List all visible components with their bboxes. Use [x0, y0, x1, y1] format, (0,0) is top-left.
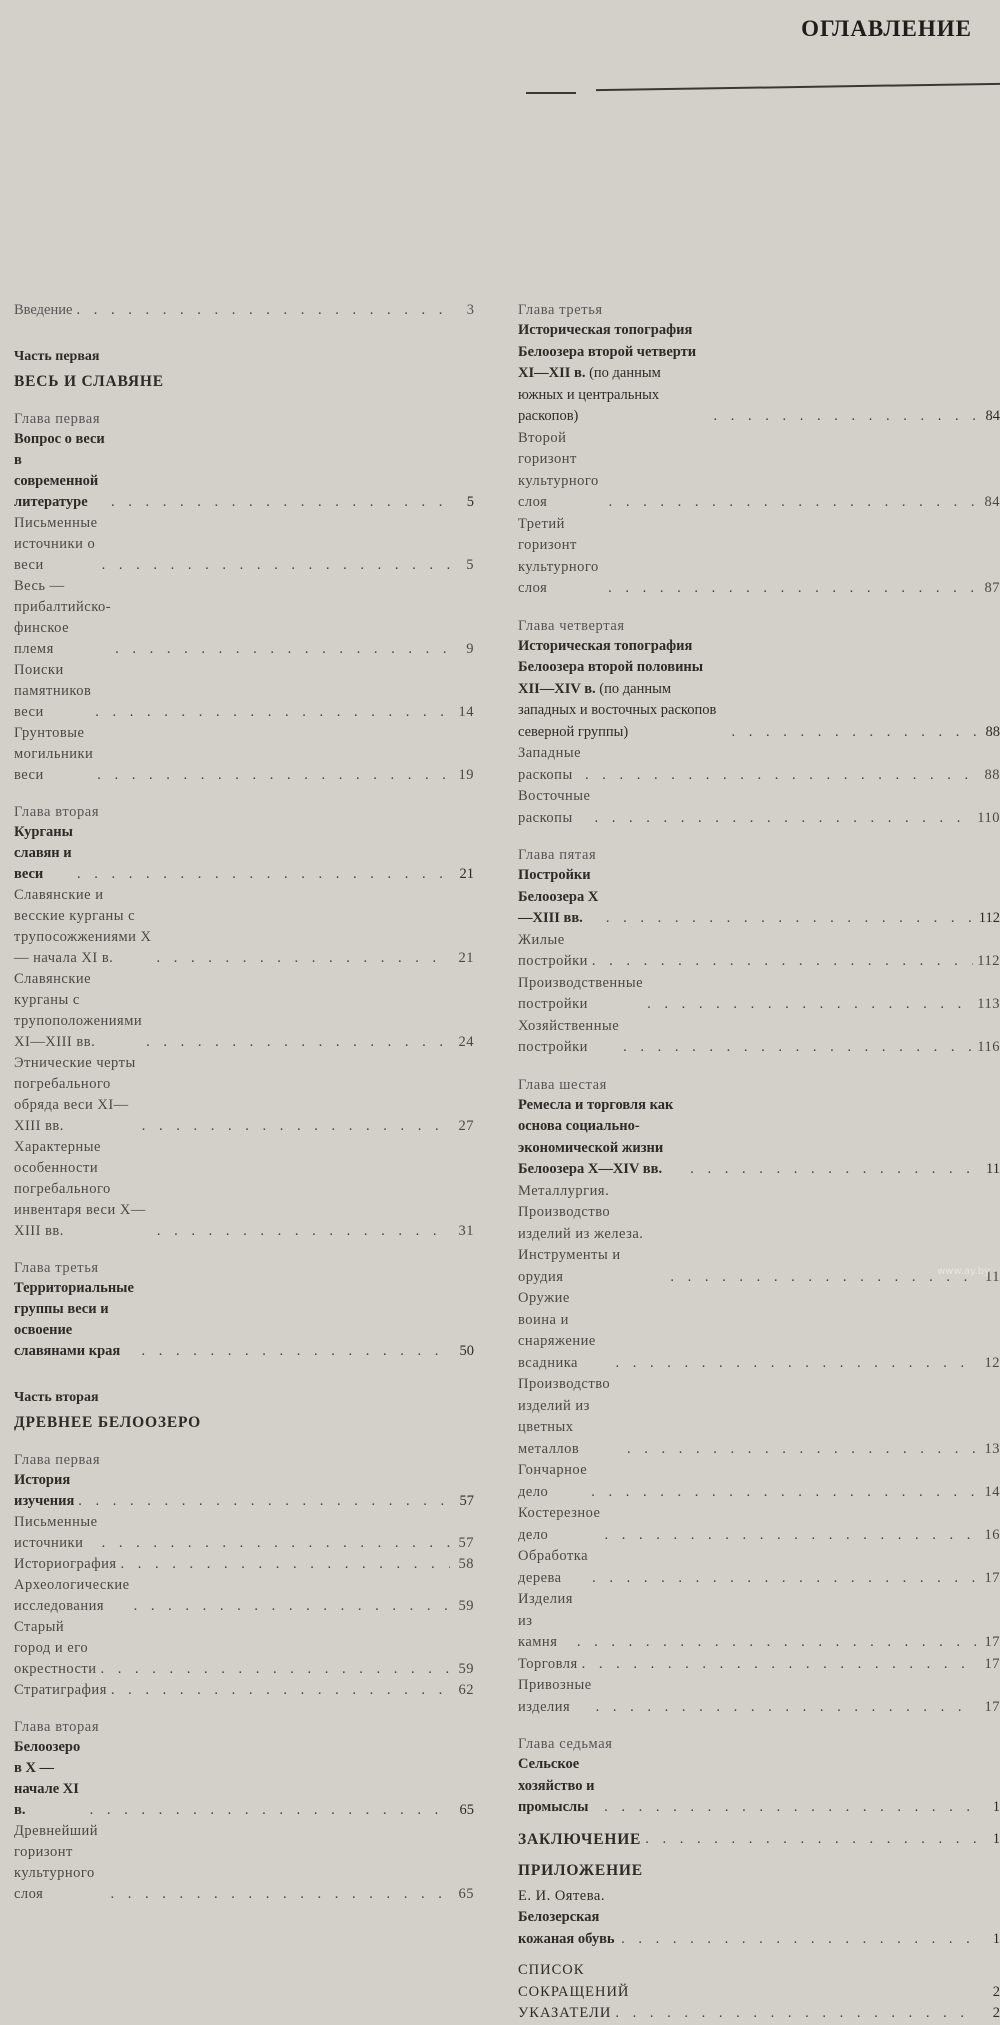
- chapter-label: Глава седьмая: [518, 1736, 613, 1752]
- chapter-title-entry[interactable]: Ремесла и торговля как основа социально-экономической жизни Белоозера X—XIV вв. . . . 11: [518, 1095, 1000, 1181]
- toc-subentry[interactable]: Гончарное дело . . . 14: [518, 1460, 1000, 1503]
- toc-entry-appendix-article[interactable]: Е. И. Оятева. Белозерская кожаная обувь . . . 1: [518, 1886, 1000, 1951]
- chapter-label: Глава третья: [518, 302, 603, 318]
- toc-subentry[interactable]: Оружие воина и снаряжение всадника . . . 12: [518, 1288, 1000, 1374]
- chapter-title-entry[interactable]: Курганы славян и веси . . . 21: [14, 822, 474, 885]
- toc-subentry[interactable]: Этнические черты погребального обряда веси XI—XIII вв. . . . 27: [14, 1053, 474, 1137]
- toc-entry-intro[interactable]: Введение . . . 3: [14, 300, 474, 321]
- toc-subentry[interactable]: Хозяйственные постройки . . . 116: [518, 1016, 1000, 1059]
- chapter-label: Глава первая: [14, 1452, 101, 1468]
- chapter-title-entry[interactable]: Территориальные группы веси и освоение славянами края . . . 50: [14, 1278, 474, 1362]
- toc-subentry[interactable]: Второй горизонт культурного слоя . . . 84: [518, 428, 1000, 514]
- chapter-label: Глава шестая: [518, 1076, 607, 1093]
- chapter-label: Глава первая: [14, 411, 101, 427]
- toc-entry-conclusion[interactable]: ЗАКЛЮЧЕНИЕ . . . 1: [518, 1829, 1000, 1851]
- part-label: Часть первая: [14, 349, 100, 364]
- chapter-title-entry[interactable]: Историческая топография Белоозера второй четверти XI—XII в. (по данным южных и центральных раскопов) . . . 84: [518, 320, 1000, 428]
- toc-subentry[interactable]: Стратиграфия . . . 62: [14, 1680, 474, 1701]
- watermark: www.ay.by: [937, 1266, 990, 1277]
- chapter-title-entry[interactable]: Сельское хозяйство и промыслы . . . 1: [518, 1754, 1000, 1819]
- chapter-title-entry[interactable]: Постройки Белоозера X—XIII вв. . . . 112: [518, 865, 1000, 930]
- part-title: ВЕСЬ И СЛАВЯНЕ: [14, 373, 164, 390]
- chapter-title-entry[interactable]: История изучения . . . 57: [14, 1470, 474, 1512]
- toc-subentry[interactable]: Славянские курганы с трупоположениями XI—XIII вв. . . . 24: [14, 969, 474, 1053]
- toc-subentry[interactable]: Привозные изделия . . . 17: [518, 1675, 1000, 1718]
- chapter-title-entry[interactable]: Историческая топография Белоозера второй половины XII—XIV в. (по данным западных и восточных раскопов северной группы) . . . 88: [518, 636, 1000, 744]
- toc-subentry[interactable]: Изделия из камня . . . 17: [518, 1589, 1000, 1654]
- toc-subentry[interactable]: Археологические исследования . . . 59: [14, 1575, 474, 1617]
- toc-subentry[interactable]: Письменные источники о веси . . . 5: [14, 513, 474, 576]
- toc-subentry[interactable]: Восточные раскопы . . . 110: [518, 786, 1000, 829]
- toc-subentry[interactable]: Старый город и его окрестности . . . 59: [14, 1617, 474, 1680]
- toc-subentry[interactable]: Славянские и весские курганы с трупосожжениями X — начала XI в. . . . 21: [14, 885, 474, 969]
- chapter-label: Глава четвертая: [518, 617, 625, 634]
- title-rule-long: [596, 83, 1000, 91]
- chapter-title-entry[interactable]: Белоозеро в X — начале XI в. . . . 65: [14, 1737, 474, 1821]
- page-title: ОГЛАВЛЕНИЕ: [801, 16, 972, 41]
- chapter-title-entry[interactable]: Вопрос о веси в современной литературе . . . 5: [14, 429, 474, 513]
- toc-subentry[interactable]: Производство изделий из цветных металлов . . . 13: [518, 1374, 1000, 1460]
- toc-subentry[interactable]: Жилые постройки . . . 112: [518, 930, 1000, 973]
- part-title: ДРЕВНЕЕ БЕЛООЗЕРО: [14, 1414, 202, 1431]
- toc-entry-appendix[interactable]: ПРИЛОЖЕНИЕ: [518, 1862, 643, 1879]
- toc-subentry[interactable]: Третий горизонт культурного слоя . . . 87: [518, 514, 1000, 600]
- toc-subentry[interactable]: Древнейший горизонт культурного слоя . . . 65: [14, 1821, 474, 1905]
- toc-subentry[interactable]: Поиски памятников веси . . . 14: [14, 660, 474, 723]
- toc-subentry[interactable]: Торговля . . . 17: [518, 1654, 1000, 1676]
- toc-subentry[interactable]: Производственные постройки . . . 113: [518, 973, 1000, 1016]
- toc-subentry[interactable]: Историография . . . 58: [14, 1554, 474, 1575]
- chapter-label: Глава вторая: [14, 1719, 100, 1735]
- toc-subentry[interactable]: Западные раскопы . . . 88: [518, 743, 1000, 786]
- title-rule-short: [526, 92, 576, 94]
- chapter-label: Глава третья: [14, 1260, 99, 1276]
- toc-left-column: [14, 296, 474, 1905]
- chapter-label: Глава вторая: [14, 804, 100, 820]
- toc-subentry[interactable]: Грунтовые могильники веси . . . 19: [14, 723, 474, 786]
- toc-entry-abbreviations[interactable]: СПИСОК СОКРАЩЕНИЙ 2: [518, 1962, 1000, 2000]
- part-label: Часть вторая: [14, 1390, 99, 1405]
- toc-right-column: [518, 300, 1000, 2025]
- toc-entry-indexes[interactable]: УКАЗАТЕЛИ . . . 2: [518, 2003, 1000, 2025]
- toc-subentry[interactable]: Письменные источники . . . 57: [14, 1512, 474, 1554]
- toc-subentry[interactable]: Весь — прибалтийско-финское племя . . . 9: [14, 576, 474, 660]
- toc-subentry[interactable]: Характерные особенности погребального инвентаря веси X—XIII вв. . . . 31: [14, 1137, 474, 1242]
- toc-subentry[interactable]: Обработка дерева . . . 17: [518, 1546, 1000, 1589]
- toc-subentry[interactable]: Металлургия. Производство изделий из железа. Инструменты и орудия . . . 11: [518, 1181, 1000, 1289]
- chapter-label: Глава пятая: [518, 847, 597, 863]
- toc-subentry[interactable]: Костерезное дело . . . 16: [518, 1503, 1000, 1546]
